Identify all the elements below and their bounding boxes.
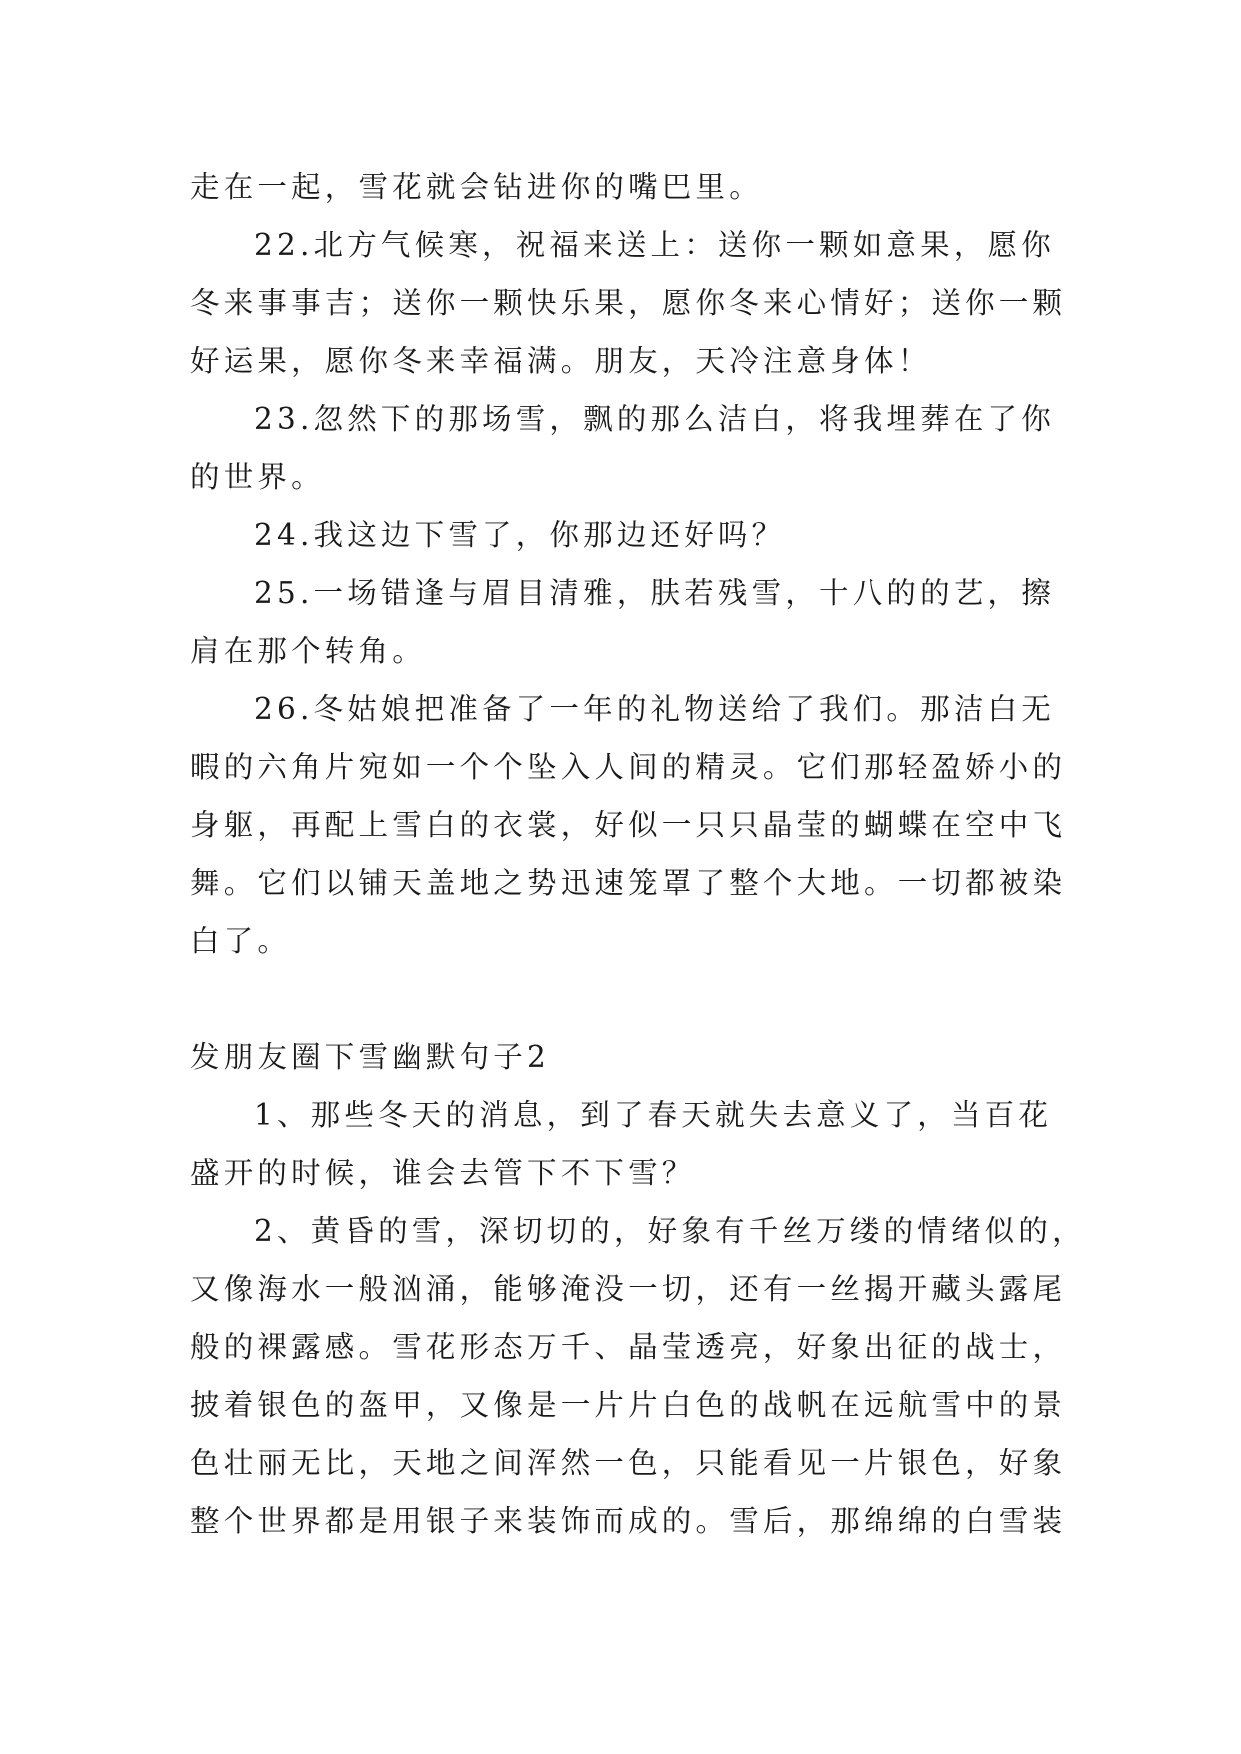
- text-line: 暇的六角片宛如一个个坠入人间的精灵。它们那轻盈娇小的: [190, 750, 1067, 784]
- paragraph-gap: [190, 970, 1050, 1028]
- text-line: 盛开的时候，谁会去管下不下雪？: [190, 1156, 696, 1190]
- text-line: 肩在那个转角。: [190, 634, 426, 668]
- text-line: 1、那些冬天的消息，到了春天就失去意义了，当百花: [254, 1098, 1053, 1132]
- text-line: 舞。它们以铺天盖地之势迅速笼罩了整个大地。一切都被染: [190, 866, 1067, 900]
- text-line: 般的裸露感。雪花形态万千、晶莹透亮，好象出征的战士，: [190, 1330, 1067, 1364]
- text-line: 25.一场错逢与眉目清雅，肤若残雪，十八的的艺，擦: [254, 576, 1055, 610]
- text-line: 23.忽然下的那场雪，飘的那么洁白，将我埋葬在了你: [254, 402, 1055, 436]
- document-body: [190, 158, 1086, 1550]
- text-line: 身躯，再配上雪白的衣裳，好似一只只晶莹的蝴蝶在空中飞: [190, 808, 1067, 842]
- text-line: 2、黄昏的雪，深切切的，好象有千丝万缕的情绪似的，: [254, 1214, 1086, 1248]
- text-line: 好运果，愿你冬来幸福满。朋友，天冷注意身体！: [190, 344, 932, 378]
- text-line: 色壮丽无比，天地之间浑然一色，只能看见一片银色，好象: [190, 1446, 1067, 1480]
- text-line: 冬来事事吉；送你一颗快乐果，愿你冬来心情好；送你一颗: [190, 286, 1067, 320]
- document-part-1: [190, 158, 1067, 970]
- section-heading: 发朋友圈下雪幽默句子2: [190, 1040, 550, 1074]
- text-line: 26.冬姑娘把准备了一年的礼物送给了我们。那洁白无: [254, 692, 1055, 726]
- text-line: 的世界。: [190, 460, 325, 494]
- text-line: 整个世界都是用银子来装饰而成的。雪后，那绵绵的白雪装: [190, 1504, 1067, 1538]
- text-line: 披着银色的盔甲，又像是一片片白色的战帆在远航雪中的景: [190, 1388, 1067, 1422]
- text-line: 22.北方气候寒，祝福来送上：送你一颗如意果，愿你: [254, 228, 1055, 262]
- text-line: 白了。: [190, 924, 292, 958]
- text-line: 走在一起，雪花就会钻进你的嘴巴里。: [190, 170, 763, 204]
- document-part-2: [190, 1086, 1086, 1550]
- text-line: 24.我这边下雪了，你那边还好吗？: [254, 518, 786, 552]
- text-line: 又像海水一般汹涌，能够淹没一切，还有一丝揭开藏头露尾: [190, 1272, 1067, 1306]
